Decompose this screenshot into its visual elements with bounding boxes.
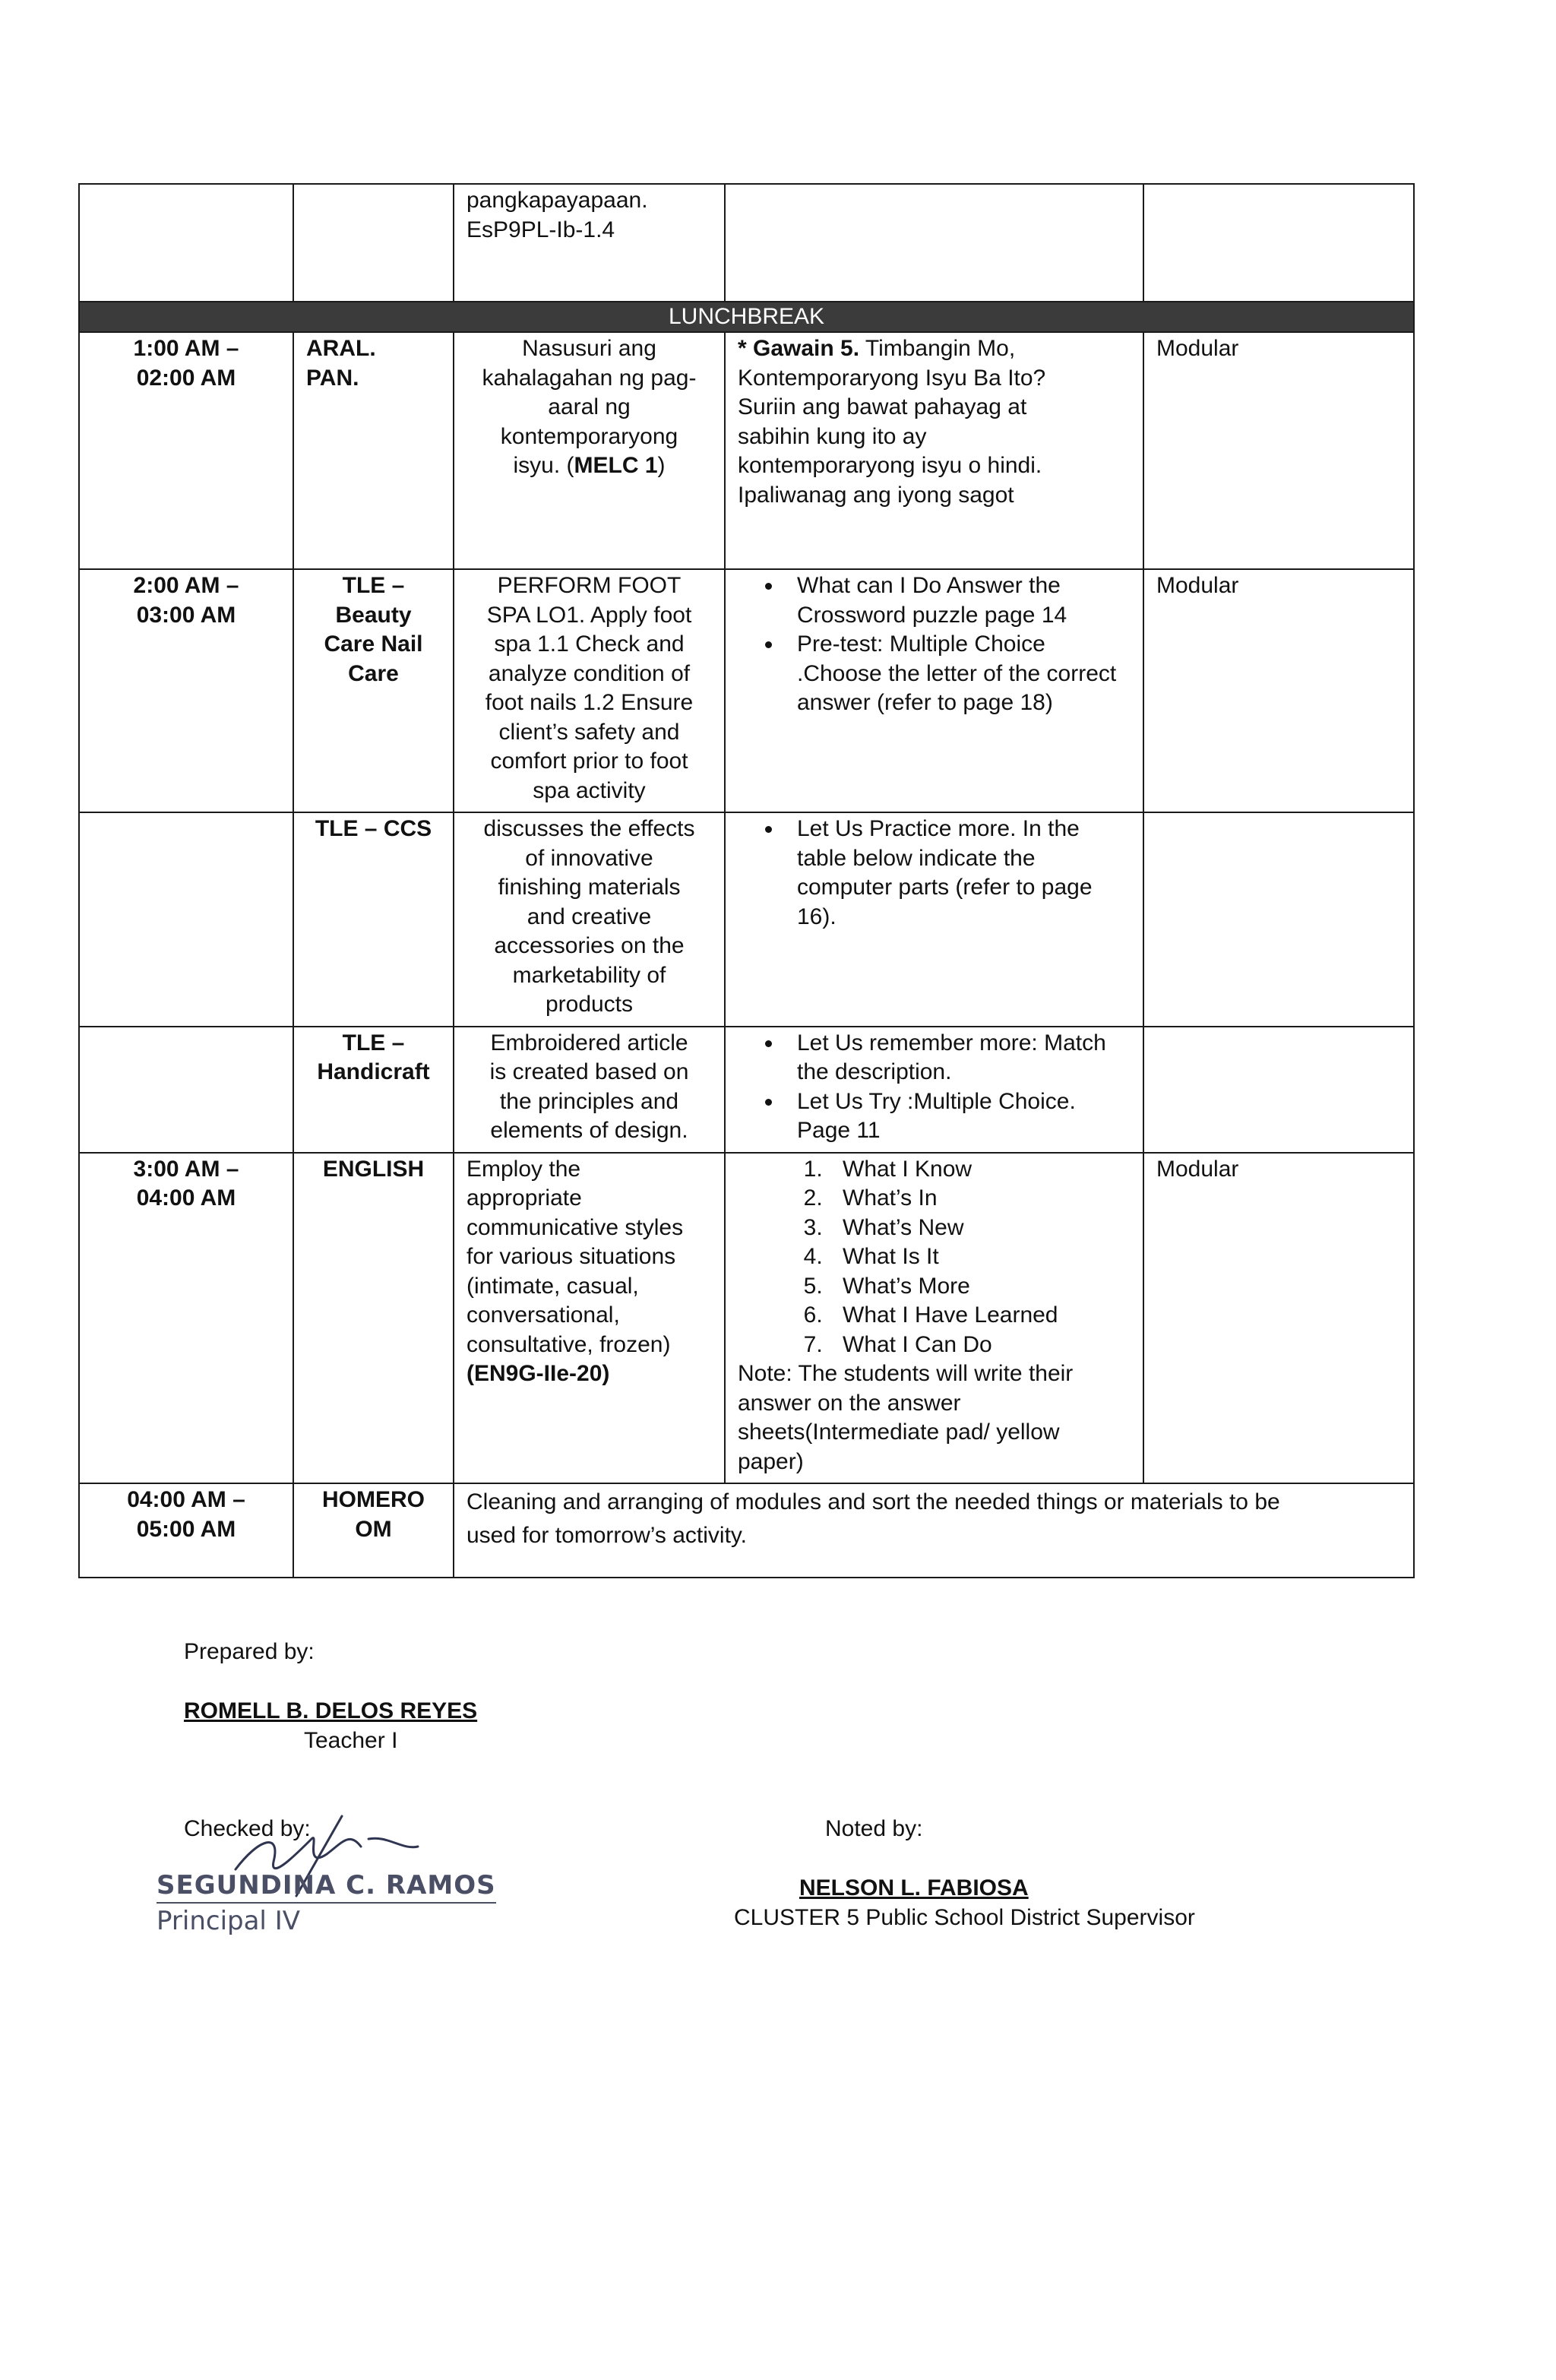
time-cell: 04:00 AM – 05:00 AM — [79, 1483, 293, 1578]
competency-cell: discusses the effects of innovative finishing materials and creative accessories on the marketability of products — [454, 812, 725, 1027]
table-row — [79, 1027, 1414, 1153]
time-cell: 2:00 AM – 03:00 AM — [79, 569, 293, 812]
subject-cell: HOMERO OM — [293, 1483, 454, 1578]
subject-cell: TLE – Beauty Care Nail Care — [293, 569, 454, 812]
task-note: Note: The students will write their answer on the answer sheets(Intermediate pad/ yellow paper) — [738, 1361, 1074, 1474]
task-cell — [725, 812, 1143, 1027]
list-item: • Let Us Try :Multiple Choice. Page 11 — [783, 1087, 1131, 1146]
time-cell: 1:00 AM – 02:00 AM — [79, 332, 293, 569]
subject-cell: TLE – CCS — [293, 812, 454, 1027]
list-item: 4. What Is It — [829, 1242, 1131, 1272]
signature-title: Principal IV — [157, 1905, 300, 1936]
noted-label: Noted by: — [825, 1816, 923, 1841]
noted-name: NELSON L. FABIOSA — [799, 1875, 1029, 1901]
subject-cell: TLE – Handicraft — [293, 1027, 454, 1153]
table-row — [79, 332, 1414, 569]
task-cell: * Gawain 5. Timbangin Mo, Kontemporaryong Isyu Ba Ito? Suriin ang bawat pahayag at sabihin kung ito ay kontemporaryong isyu o hindi. Ipaliwanag ang iyong sagot — [725, 332, 1143, 569]
table-row — [79, 1483, 1414, 1578]
lunchbreak-label: LUNCHBREAK — [79, 302, 1414, 332]
list-item: • Let Us Practice more. In the table below indicate the computer parts (refer to page 16). — [783, 815, 1131, 932]
time-cell: 3:00 AM – 04:00 AM — [79, 1153, 293, 1484]
mode-cell: Modular — [1143, 332, 1414, 569]
principal-signature — [157, 1871, 496, 1935]
prepared-name: ROMELL B. DELOS REYES — [184, 1698, 478, 1723]
task-list — [738, 815, 1131, 932]
list-item: • What can I Do Answer the Crossword puzzle page 14 — [783, 571, 1131, 630]
competency-cell: Embroidered article is created based on the principles and elements of design. — [454, 1027, 725, 1153]
list-item: • Let Us remember more: Match the description. — [783, 1029, 1131, 1087]
list-item: 6. What I Have Learned — [829, 1301, 1131, 1331]
list-item: 3. What’s New — [829, 1214, 1131, 1243]
activity-cell: Cleaning and arranging of modules and sort the needed things or materials to be used for tomorrow’s activity. — [454, 1483, 1414, 1578]
task-cell — [725, 1027, 1143, 1153]
list-item: 5. What’s More — [829, 1272, 1131, 1302]
task-cell — [725, 1153, 1143, 1484]
table-row — [79, 1153, 1414, 1484]
list-item: 1. What I Know — [829, 1155, 1131, 1185]
checked-label: Checked by: — [184, 1816, 311, 1841]
noted-title: CLUSTER 5 Public School District Supervisor — [734, 1905, 1195, 1930]
table-row — [79, 812, 1414, 1027]
competency-cell: Employ the appropriate communicative styles for various situations (intimate, casual, conversational, consultative, frozen) (EN9G-IIe-20) — [454, 1153, 725, 1484]
task-list — [738, 571, 1131, 718]
prepared-title: Teacher I — [304, 1728, 398, 1753]
list-item: 2. What’s In — [829, 1184, 1131, 1214]
mode-cell: Modular — [1143, 569, 1414, 812]
table-row — [79, 569, 1414, 812]
competency-cell: pangkapayapaan. EsP9PL-Ib-1.4 — [454, 184, 725, 302]
competency-cell: PERFORM FOOT SPA LO1. Apply foot spa 1.1 Check and analyze condition of foot nails 1.2 Ensure client’s safety and comfort prior to foot spa activity — [454, 569, 725, 812]
lunchbreak-bar — [79, 302, 1414, 332]
prepared-label: Prepared by: — [184, 1639, 315, 1664]
mode-cell: Modular — [1143, 1153, 1414, 1484]
list-item: • Pre-test: Multiple Choice .Choose the letter of the correct answer (refer to page 18) — [783, 630, 1131, 718]
schedule-table — [78, 183, 1415, 1578]
signature-name: SEGUNDINA C. RAMOS — [157, 1871, 496, 1904]
task-list — [738, 1029, 1131, 1146]
step-list — [738, 1155, 1131, 1360]
subject-cell: ARAL. PAN. — [293, 332, 454, 569]
list-item: 7. What I Can Do — [829, 1331, 1131, 1360]
competency-cell: Nasusuri ang kahalagahan ng pag- aaral ng kontemporaryong isyu. (MELC 1) — [454, 332, 725, 569]
table-row — [79, 184, 1414, 302]
subject-cell: ENGLISH — [293, 1153, 454, 1484]
task-cell — [725, 569, 1143, 812]
